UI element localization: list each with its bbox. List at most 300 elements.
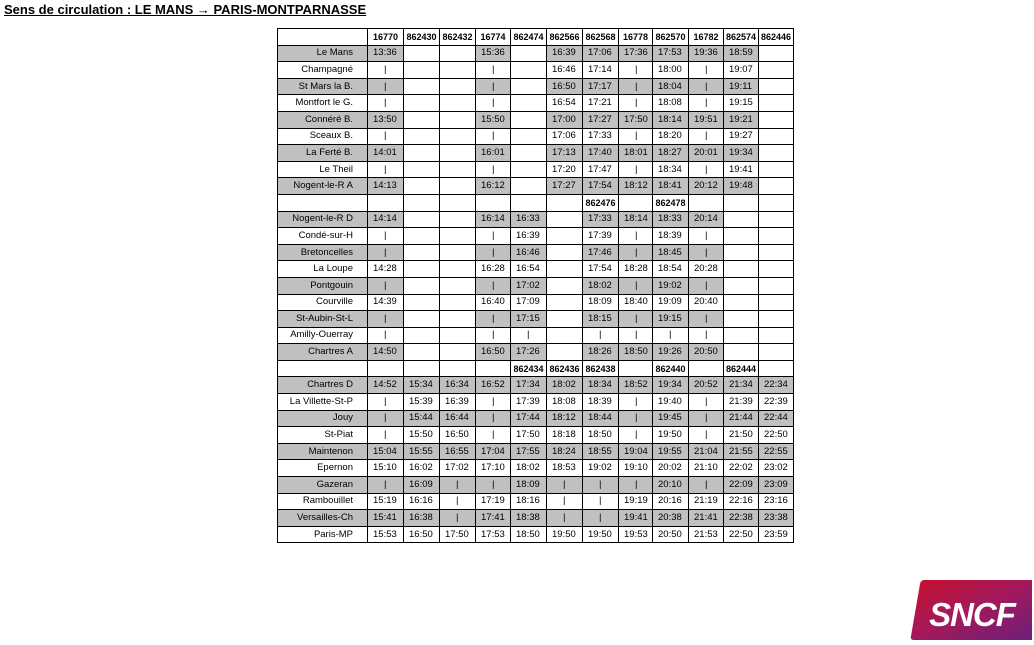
train-number: 862434 bbox=[511, 360, 547, 377]
departure-time: 15:50 bbox=[476, 111, 511, 128]
departure-time: 17:40 bbox=[583, 145, 619, 162]
station-row bbox=[278, 327, 794, 344]
empty-cell bbox=[547, 244, 583, 261]
train-number bbox=[619, 194, 653, 211]
departure-time: 17:33 bbox=[583, 211, 619, 228]
pass-through-mark: | bbox=[368, 161, 404, 178]
station-row bbox=[278, 410, 794, 427]
pass-through-mark: | bbox=[476, 95, 511, 112]
departure-time: 19:48 bbox=[724, 178, 759, 195]
empty-cell bbox=[724, 311, 759, 328]
empty-cell bbox=[440, 211, 476, 228]
departure-time: 16:34 bbox=[440, 377, 476, 394]
departure-time: 22:55 bbox=[759, 443, 794, 460]
station-row bbox=[278, 394, 794, 411]
departure-time: 21:39 bbox=[724, 394, 759, 411]
departure-time: 18:14 bbox=[653, 111, 689, 128]
empty-cell bbox=[759, 211, 794, 228]
empty-cell bbox=[511, 45, 547, 62]
pass-through-mark: | bbox=[476, 410, 511, 427]
pass-through-mark: | bbox=[619, 394, 653, 411]
station-name: La Villette-St-P bbox=[278, 394, 368, 411]
departure-time: 17:46 bbox=[583, 244, 619, 261]
departure-time: 17:54 bbox=[583, 261, 619, 278]
pass-through-mark: | bbox=[689, 78, 724, 95]
pass-through-mark: | bbox=[476, 161, 511, 178]
departure-time: 15:50 bbox=[404, 427, 440, 444]
departure-time: 21:04 bbox=[689, 443, 724, 460]
departure-time: 15:39 bbox=[404, 394, 440, 411]
station-row bbox=[278, 526, 794, 543]
pass-through-mark: | bbox=[619, 244, 653, 261]
station-name: St-Aubin-St-L bbox=[278, 311, 368, 328]
train-number: 862574 bbox=[724, 29, 759, 46]
departure-time: 17:27 bbox=[583, 111, 619, 128]
departure-time: 19:10 bbox=[619, 460, 653, 477]
pass-through-mark: | bbox=[619, 128, 653, 145]
pass-through-mark: | bbox=[619, 62, 653, 79]
departure-time: 19:40 bbox=[653, 394, 689, 411]
departure-time: 23:16 bbox=[759, 493, 794, 510]
pass-through-mark: | bbox=[689, 228, 724, 245]
pass-through-mark: | bbox=[476, 277, 511, 294]
departure-time: 18:01 bbox=[619, 145, 653, 162]
pass-through-mark: | bbox=[689, 477, 724, 494]
departure-time: 14:01 bbox=[368, 145, 404, 162]
pass-through-mark: | bbox=[689, 394, 724, 411]
departure-time: 21:34 bbox=[724, 377, 759, 394]
train-number: 862570 bbox=[653, 29, 689, 46]
pass-through-mark: | bbox=[689, 244, 724, 261]
departure-time: 16:14 bbox=[476, 211, 511, 228]
departure-time: 23:38 bbox=[759, 510, 794, 527]
departure-time: 18:02 bbox=[511, 460, 547, 477]
departure-time: 15:41 bbox=[368, 510, 404, 527]
empty-cell bbox=[759, 261, 794, 278]
station-name: Connéré B. bbox=[278, 111, 368, 128]
departure-time: 18:16 bbox=[511, 493, 547, 510]
departure-time: 19:02 bbox=[653, 277, 689, 294]
departure-time: 16:33 bbox=[511, 211, 547, 228]
departure-time: 18:50 bbox=[511, 526, 547, 543]
departure-time: 19:45 bbox=[653, 410, 689, 427]
train-number: 862440 bbox=[653, 360, 689, 377]
page-title: Sens de circulation : LE MANS → PARIS-MONTPARNASSE bbox=[4, 2, 367, 17]
departure-time: 16:50 bbox=[476, 344, 511, 361]
departure-time: 18:54 bbox=[653, 261, 689, 278]
empty-cell bbox=[511, 161, 547, 178]
train-number: 862446 bbox=[759, 29, 794, 46]
departure-time: 19:15 bbox=[724, 95, 759, 112]
pass-through-mark: | bbox=[619, 161, 653, 178]
departure-time: 16:44 bbox=[440, 410, 476, 427]
station-name: Paris-MP bbox=[278, 526, 368, 543]
train-number: 16770 bbox=[368, 29, 404, 46]
departure-time: 15:10 bbox=[368, 460, 404, 477]
empty-cell bbox=[547, 294, 583, 311]
station-name bbox=[278, 360, 368, 377]
station-row bbox=[278, 45, 794, 62]
train-number: 16774 bbox=[476, 29, 511, 46]
departure-time: 16:50 bbox=[547, 78, 583, 95]
departure-time: 18:41 bbox=[653, 178, 689, 195]
departure-time: 19:04 bbox=[619, 443, 653, 460]
station-row bbox=[278, 510, 794, 527]
empty-cell bbox=[440, 294, 476, 311]
departure-time: 19:51 bbox=[689, 111, 724, 128]
departure-time: 20:52 bbox=[689, 377, 724, 394]
pass-through-mark: | bbox=[689, 62, 724, 79]
departure-time: 17:39 bbox=[583, 228, 619, 245]
departure-time: 19:50 bbox=[547, 526, 583, 543]
empty-cell bbox=[724, 244, 759, 261]
departure-time: 19:34 bbox=[653, 377, 689, 394]
departure-time: 19:15 bbox=[653, 311, 689, 328]
departure-time: 17:21 bbox=[583, 95, 619, 112]
departure-time: 13:50 bbox=[368, 111, 404, 128]
train-number: 16782 bbox=[689, 29, 724, 46]
departure-time: 18:50 bbox=[583, 427, 619, 444]
pass-through-mark: | bbox=[689, 327, 724, 344]
train-number: 862432 bbox=[440, 29, 476, 46]
departure-time: 16:54 bbox=[511, 261, 547, 278]
pass-through-mark: | bbox=[368, 78, 404, 95]
departure-time: 19:41 bbox=[619, 510, 653, 527]
departure-time: 15:19 bbox=[368, 493, 404, 510]
station-row bbox=[278, 62, 794, 79]
train-number: 862430 bbox=[404, 29, 440, 46]
departure-time: 17:00 bbox=[547, 111, 583, 128]
departure-time: 17:19 bbox=[476, 493, 511, 510]
empty-cell bbox=[404, 145, 440, 162]
station-row bbox=[278, 95, 794, 112]
pass-through-mark: | bbox=[476, 62, 511, 79]
departure-time: 16:40 bbox=[476, 294, 511, 311]
train-number bbox=[759, 360, 794, 377]
empty-cell bbox=[404, 261, 440, 278]
empty-cell bbox=[759, 294, 794, 311]
train-number bbox=[476, 194, 511, 211]
empty-cell bbox=[759, 145, 794, 162]
departure-time: 19:09 bbox=[653, 294, 689, 311]
departure-time: 18:04 bbox=[653, 78, 689, 95]
departure-time: 20:40 bbox=[689, 294, 724, 311]
station-name bbox=[278, 194, 368, 211]
station-row bbox=[278, 161, 794, 178]
pass-through-mark: | bbox=[368, 311, 404, 328]
empty-cell bbox=[440, 128, 476, 145]
train-number-row bbox=[278, 194, 794, 211]
departure-time: 20:38 bbox=[653, 510, 689, 527]
pass-through-mark: | bbox=[440, 477, 476, 494]
station-row bbox=[278, 477, 794, 494]
departure-time: 18:00 bbox=[653, 62, 689, 79]
departure-time: 22:39 bbox=[759, 394, 794, 411]
empty-cell bbox=[404, 344, 440, 361]
departure-time: 14:52 bbox=[368, 377, 404, 394]
departure-time: 21:50 bbox=[724, 427, 759, 444]
train-number bbox=[368, 194, 404, 211]
departure-time: 16:50 bbox=[404, 526, 440, 543]
departure-time: 18:34 bbox=[583, 377, 619, 394]
station-name: Nogent-le-R D bbox=[278, 211, 368, 228]
empty-cell bbox=[404, 62, 440, 79]
empty-cell bbox=[404, 45, 440, 62]
empty-cell bbox=[404, 111, 440, 128]
pass-through-mark: | bbox=[619, 277, 653, 294]
station-name: La Ferté B. bbox=[278, 145, 368, 162]
empty-cell bbox=[759, 244, 794, 261]
departure-time: 22:16 bbox=[724, 493, 759, 510]
train-number: 862436 bbox=[547, 360, 583, 377]
pass-through-mark: | bbox=[368, 244, 404, 261]
departure-time: 22:50 bbox=[759, 427, 794, 444]
pass-through-mark: | bbox=[440, 493, 476, 510]
departure-time: 18:39 bbox=[653, 228, 689, 245]
departure-time: 17:34 bbox=[511, 377, 547, 394]
train-number-row bbox=[278, 360, 794, 377]
station-row bbox=[278, 145, 794, 162]
departure-time: 15:04 bbox=[368, 443, 404, 460]
pass-through-mark: | bbox=[368, 62, 404, 79]
departure-time: 16:52 bbox=[476, 377, 511, 394]
departure-time: 15:36 bbox=[476, 45, 511, 62]
station-row bbox=[278, 294, 794, 311]
departure-time: 15:44 bbox=[404, 410, 440, 427]
departure-time: 22:38 bbox=[724, 510, 759, 527]
pass-through-mark: | bbox=[619, 327, 653, 344]
departure-time: 18:28 bbox=[619, 261, 653, 278]
pass-through-mark: | bbox=[619, 410, 653, 427]
departure-time: 22:09 bbox=[724, 477, 759, 494]
departure-time: 17:04 bbox=[476, 443, 511, 460]
departure-time: 18:18 bbox=[547, 427, 583, 444]
empty-cell bbox=[511, 111, 547, 128]
station-row bbox=[278, 228, 794, 245]
station-name: Montfort le G. bbox=[278, 95, 368, 112]
departure-time: 18:12 bbox=[547, 410, 583, 427]
empty-cell bbox=[759, 228, 794, 245]
departure-time: 16:09 bbox=[404, 477, 440, 494]
station-name: Courville bbox=[278, 294, 368, 311]
departure-time: 19:53 bbox=[619, 526, 653, 543]
departure-time: 17:09 bbox=[511, 294, 547, 311]
departure-time: 15:55 bbox=[404, 443, 440, 460]
train-number bbox=[440, 194, 476, 211]
station-name: Rambouillet bbox=[278, 493, 368, 510]
empty-cell bbox=[404, 327, 440, 344]
empty-cell bbox=[404, 211, 440, 228]
station-row bbox=[278, 111, 794, 128]
pass-through-mark: | bbox=[583, 477, 619, 494]
departure-time: 19:36 bbox=[689, 45, 724, 62]
departure-time: 17:50 bbox=[440, 526, 476, 543]
pass-through-mark: | bbox=[368, 228, 404, 245]
train-number bbox=[404, 194, 440, 211]
pass-through-mark: | bbox=[476, 311, 511, 328]
empty-cell bbox=[511, 128, 547, 145]
departure-time: 14:28 bbox=[368, 261, 404, 278]
departure-time: 20:01 bbox=[689, 145, 724, 162]
empty-cell bbox=[511, 145, 547, 162]
departure-time: 16:01 bbox=[476, 145, 511, 162]
departure-time: 15:34 bbox=[404, 377, 440, 394]
departure-time: 22:34 bbox=[759, 377, 794, 394]
station-row bbox=[278, 311, 794, 328]
departure-time: 19:50 bbox=[583, 526, 619, 543]
departure-time: 20:14 bbox=[689, 211, 724, 228]
station-row bbox=[278, 460, 794, 477]
empty-cell bbox=[404, 277, 440, 294]
pass-through-mark: | bbox=[619, 78, 653, 95]
departure-time: 17:39 bbox=[511, 394, 547, 411]
empty-cell bbox=[759, 62, 794, 79]
departure-time: 18:59 bbox=[724, 45, 759, 62]
departure-time: 19:26 bbox=[653, 344, 689, 361]
sncf-logo-text: SNCF bbox=[929, 596, 1015, 633]
pass-through-mark: | bbox=[689, 311, 724, 328]
departure-time: 20:02 bbox=[653, 460, 689, 477]
station-name: Bretoncelles bbox=[278, 244, 368, 261]
station-name: Jouy bbox=[278, 410, 368, 427]
departure-time: 18:26 bbox=[583, 344, 619, 361]
departure-time: 16:39 bbox=[547, 45, 583, 62]
departure-time: 21:44 bbox=[724, 410, 759, 427]
timetable bbox=[277, 28, 794, 543]
station-row bbox=[278, 78, 794, 95]
pass-through-mark: | bbox=[511, 327, 547, 344]
empty-cell bbox=[724, 211, 759, 228]
departure-time: 20:12 bbox=[689, 178, 724, 195]
departure-time: 18:15 bbox=[583, 311, 619, 328]
station-name: Pontgouin bbox=[278, 277, 368, 294]
empty-cell bbox=[440, 145, 476, 162]
train-number bbox=[619, 360, 653, 377]
departure-time: 20:50 bbox=[653, 526, 689, 543]
station-row bbox=[278, 493, 794, 510]
empty-cell bbox=[759, 95, 794, 112]
empty-cell bbox=[759, 111, 794, 128]
pass-through-mark: | bbox=[547, 493, 583, 510]
empty-cell bbox=[404, 161, 440, 178]
departure-time: 20:28 bbox=[689, 261, 724, 278]
departure-time: 16:54 bbox=[547, 95, 583, 112]
train-number bbox=[689, 360, 724, 377]
station-name: Le Mans bbox=[278, 45, 368, 62]
empty-cell bbox=[440, 95, 476, 112]
pass-through-mark: | bbox=[619, 427, 653, 444]
train-number bbox=[404, 360, 440, 377]
station-row bbox=[278, 178, 794, 195]
empty-cell bbox=[547, 228, 583, 245]
pass-through-mark: | bbox=[619, 311, 653, 328]
station-row bbox=[278, 128, 794, 145]
station-row bbox=[278, 211, 794, 228]
departure-time: 17:06 bbox=[583, 45, 619, 62]
departure-time: 22:50 bbox=[724, 526, 759, 543]
train-number: 862568 bbox=[583, 29, 619, 46]
departure-time: 17:33 bbox=[583, 128, 619, 145]
departure-time: 17:26 bbox=[511, 344, 547, 361]
empty-cell bbox=[759, 327, 794, 344]
station-row bbox=[278, 261, 794, 278]
departure-time: 18:14 bbox=[619, 211, 653, 228]
pass-through-mark: | bbox=[653, 327, 689, 344]
empty-cell bbox=[547, 261, 583, 278]
departure-time: 18:08 bbox=[547, 394, 583, 411]
empty-cell bbox=[547, 311, 583, 328]
departure-time: 17:41 bbox=[476, 510, 511, 527]
pass-through-mark: | bbox=[368, 128, 404, 145]
departure-time: 19:07 bbox=[724, 62, 759, 79]
pass-through-mark: | bbox=[689, 277, 724, 294]
departure-time: 17:44 bbox=[511, 410, 547, 427]
station-name: Amilly-Ouerray bbox=[278, 327, 368, 344]
departure-time: 17:02 bbox=[511, 277, 547, 294]
pass-through-mark: | bbox=[368, 410, 404, 427]
departure-time: 20:50 bbox=[689, 344, 724, 361]
station-name: Chartres A bbox=[278, 344, 368, 361]
pass-through-mark: | bbox=[476, 477, 511, 494]
departure-time: 21:53 bbox=[689, 526, 724, 543]
pass-through-mark: | bbox=[583, 510, 619, 527]
station-name: Condé-sur-H bbox=[278, 228, 368, 245]
station-name: Nogent-le-R A bbox=[278, 178, 368, 195]
empty-cell bbox=[759, 78, 794, 95]
station-name: Chartres D bbox=[278, 377, 368, 394]
departure-time: 17:50 bbox=[619, 111, 653, 128]
departure-time: 17:15 bbox=[511, 311, 547, 328]
pass-through-mark: | bbox=[547, 477, 583, 494]
departure-time: 19:34 bbox=[724, 145, 759, 162]
empty-cell bbox=[724, 344, 759, 361]
pass-through-mark: | bbox=[476, 78, 511, 95]
departure-time: 21:41 bbox=[689, 510, 724, 527]
pass-through-mark: | bbox=[547, 510, 583, 527]
empty-cell bbox=[547, 277, 583, 294]
station-row bbox=[278, 377, 794, 394]
departure-time: 18:20 bbox=[653, 128, 689, 145]
empty-cell bbox=[759, 277, 794, 294]
departure-time: 18:55 bbox=[583, 443, 619, 460]
departure-time: 16:12 bbox=[476, 178, 511, 195]
train-number-header bbox=[278, 29, 794, 46]
departure-time: 18:40 bbox=[619, 294, 653, 311]
departure-time: 18:24 bbox=[547, 443, 583, 460]
departure-time: 18:33 bbox=[653, 211, 689, 228]
departure-time: 17:55 bbox=[511, 443, 547, 460]
train-number: 16778 bbox=[619, 29, 653, 46]
pass-through-mark: | bbox=[368, 327, 404, 344]
departure-time: 19:02 bbox=[583, 460, 619, 477]
pass-through-mark: | bbox=[476, 394, 511, 411]
train-number: 862478 bbox=[653, 194, 689, 211]
empty-cell bbox=[440, 228, 476, 245]
departure-time: 19:50 bbox=[653, 427, 689, 444]
station-name: Epernon bbox=[278, 460, 368, 477]
empty-cell bbox=[511, 178, 547, 195]
empty-cell bbox=[440, 111, 476, 128]
station-name: St-Piat bbox=[278, 427, 368, 444]
train-number: 862566 bbox=[547, 29, 583, 46]
departure-time: 14:14 bbox=[368, 211, 404, 228]
pass-through-mark: | bbox=[689, 128, 724, 145]
departure-time: 17:54 bbox=[583, 178, 619, 195]
train-number: 862476 bbox=[583, 194, 619, 211]
empty-cell bbox=[440, 344, 476, 361]
departure-time: 17:53 bbox=[476, 526, 511, 543]
pass-through-mark: | bbox=[476, 327, 511, 344]
